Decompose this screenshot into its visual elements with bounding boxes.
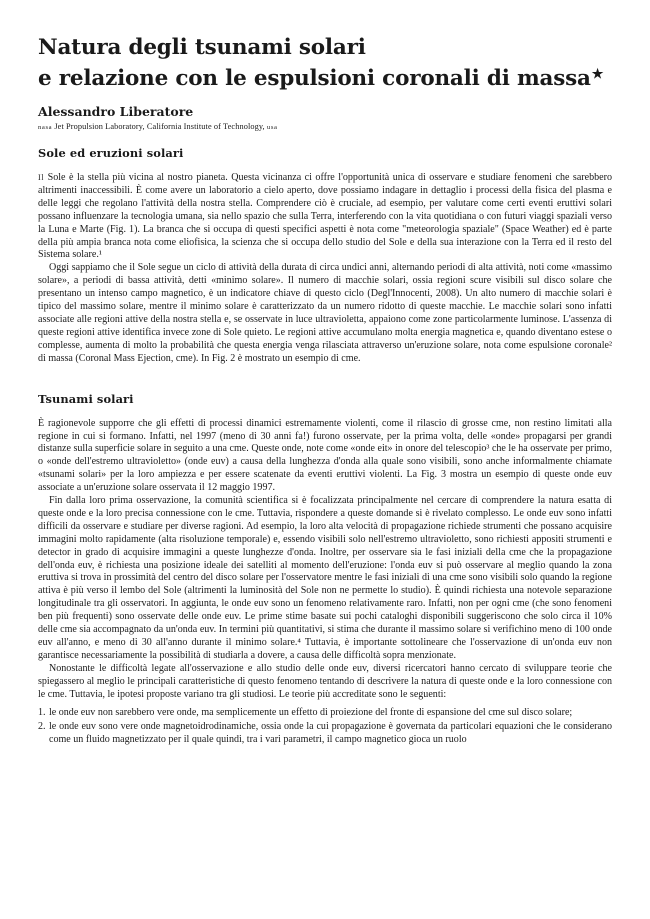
list-item <box>38 707 612 720</box>
paragraph: Nonostante le difficoltà legate all'osservazione e allo studio delle onde euv, diversi ricercatori hanno cercato di sviluppare teorie che spiegassero al meglio le principali caratteristiche di questo fenomeno tentando di descrivere la natura di queste onde e la loro connessione con le cme. Tuttavia, le ipotesi proposte variano tra gli studiosi. Le teorie più accreditate sono le seguenti: <box>38 662 612 700</box>
paragraph: È ragionevole supporre che gli effetti di processi dinamici estremamente violenti, come il rilascio di grosse cme, non restino limitati alla regione in cui si formano. Infatti, nel 1997 (meno di 30 anni fa!) furono osservate, per la prima volta, delle «onde» propagarsi per grandi distanze sulla superficie solare in seguito a una cme. Queste onde, note come «onde eit» in onore del telescopio³ che le ha osservate per primo, o «onde dell'estremo ultravioletto» (onde euv) a causa della lunghezza d'onda alla quale sono visibili, sono anche informalmente chiamate «tsunami solari» per la loro ampiezza e per essere scatenate da eventi eruttivi violenti. La Fig. 3 mostra un esempio di queste onde euv associate a un'eruzione solare osservata il 12 maggio 1997. <box>38 417 612 494</box>
list-text: le onde euv sono vere onde magnetoidrodinamiche, ossia onde la cui propagazione è governata da particolari equazioni che le considerano come un fluido magnetizzato per il quale quindi, tra i vari parametri, il campo magnetico gioca un ruolo <box>49 721 612 746</box>
paragraph <box>38 172 612 262</box>
title-line-2: e relazione con le espulsioni coronali di massa <box>38 66 591 91</box>
paragraph: Fin dalla loro prima osservazione, la comunità scientifica si è focalizzata principalmente nel cercare di comprendere la natura esatta di queste onde e la loro precisa connessione con le cme. Tuttavia, rispondere a queste domande si è rivelato complesso. Le onde euv sono infatti difficili da osservare e studiare per diverse ragioni. Ad esempio, la loro alta velocità di propagazione richiede strumenti che possano acquisire immagini molto rapidamente (alta risoluzione temporale) e, essendo visibili solo nell'estremo ultravioletto, sono richiesti appositi strumenti e detector in grado di acquisire immagini a queste lunghezze d'onda. Inoltre, per osservare sia le fasi iniziali della cme che la propagazione dell'onda euv, è richiesta una posizione ideale dei satelliti al momento dell'eruzione: l'onda euv si può osservare al meglio quando la zona eruttiva si trova in prossimità del centro del disco solare per l'osservatore mentre le fasi iniziali di una cme sono visibili solo quando la regione attiva è più verso il lembo del Sole (altrimenti la luminosità del Sole non ne permette lo studio). È quindi richiesta una notevole separazione longitudinale tra gli osservatori. In aggiunta, le onde euv sono un fenomeno relativamente raro. Infatti, non per ogni cme (che sono fenomeni ben più frequenti) sono osservate delle onde euv. Le prime stime basate sui pochi cataloghi disponibili suggeriscono che solo circa il 10% delle cme sia accompagnato da un'onda euv. In termini più quantitativi, si stima che durante il massimo solare si verifichino meno di 100 onde euv all'anno, e meno di 30 all'anno durante il minimo solare.⁴ Tuttavia, è importante sottolineare che l'osservazione di un'onda euv non garantisce necessariamente la possibilità di studiarla a dovere, a causa delle difficoltà sopra menzionate. <box>38 495 612 661</box>
section-heading-tsunami: Tsunami solari <box>38 391 134 406</box>
paragraph: Oggi sappiamo che il Sole segue un ciclo di attività della durata di circa undici anni, alternando periodi di alta attività, noti come «massimo solare», a periodi di bassa attività, detti «minimo solare». Il numero di macchie solari, ossia regioni scure visibili sul disco solare che presentano un intenso campo magnetico, è un indicatore chiave di questo ciclo (Degl'Innocenti, 2008). Un alto numero di macchie solari è tipico del massimo solare, mentre il minimo solare è caratterizzato da un numero ridotto di queste macchie. Le macchie solari sono infatti associate alle regioni attive della nostra stella e, se osservate in luce ultravioletta, appaiono come zone particolarmente luminose. L'assenza di queste regioni attive identifica invece zone di Sole quieto. Le regioni attive accumulano molta energia magnetica e, quando diventano estese o complesse, aumenta di molto la probabilità che questa energia venga rilasciata attraverso un'eruzione solare, nota come espulsione coronale² di massa (Coronal Mass Ejection, cme). In Fig. 2 è mostrato un esempio di cme. <box>38 262 612 364</box>
author-name: Alessandro Liberatore <box>38 104 194 119</box>
affiliation-org: nasa <box>38 124 53 131</box>
paragraph-text: Sole è la stella più vicina al nostro pianeta. Questa vicinanza ci offre l'opportunità unica di osservare e studiare fenomeni che sarebbero altrimenti inaccessibili. È come avere un laboratorio a cielo aperto, dove possiamo indagare in dettaglio i processi della fisica del plasma e delle leggi che regolano l'attività della nostra stella. Comprendere ciò è cruciale, ad esempio, per valutare come certi eventi eruttivi solari possano influenzare la tecnologia umana, sia nello spazio che sulla Terra, interferendo con la vita quotidiana o con futuri viaggi spaziali verso la Luna e Marte (Fig. 1). La branca che si occupa di questi specifici aspetti è nota come "meteorologia spaziale" (Space Weather) ed è parte della più ampia branca nota come eliofisica, la scienza che si occupa dello studio del Sole e della sua interazione con la Terra ed il resto del Sistema solare.¹ <box>38 172 612 261</box>
list-number: 2. <box>38 721 46 733</box>
author-affiliation <box>38 122 612 131</box>
list-item <box>38 721 612 747</box>
article-title <box>38 34 612 92</box>
paragraph-lead: Il <box>38 173 45 182</box>
affiliation-country: usa <box>266 124 278 131</box>
article <box>38 34 612 749</box>
theory-list <box>38 707 612 748</box>
affiliation-text: Jet Propulsion Laboratory, California Institute of Technology, <box>52 122 267 131</box>
list-number: 1. <box>38 706 46 718</box>
section-heading-sole: Sole ed eruzioni solari <box>38 146 184 160</box>
list-text: le onde euv non sarebbero vere onde, ma semplicemente un effetto di proiezione del fronte di espansione del cme sul disco solare; <box>49 706 573 718</box>
title-line-1: Natura degli tsunami solari <box>38 35 366 60</box>
title-footnote-mark: ★ <box>591 67 604 82</box>
